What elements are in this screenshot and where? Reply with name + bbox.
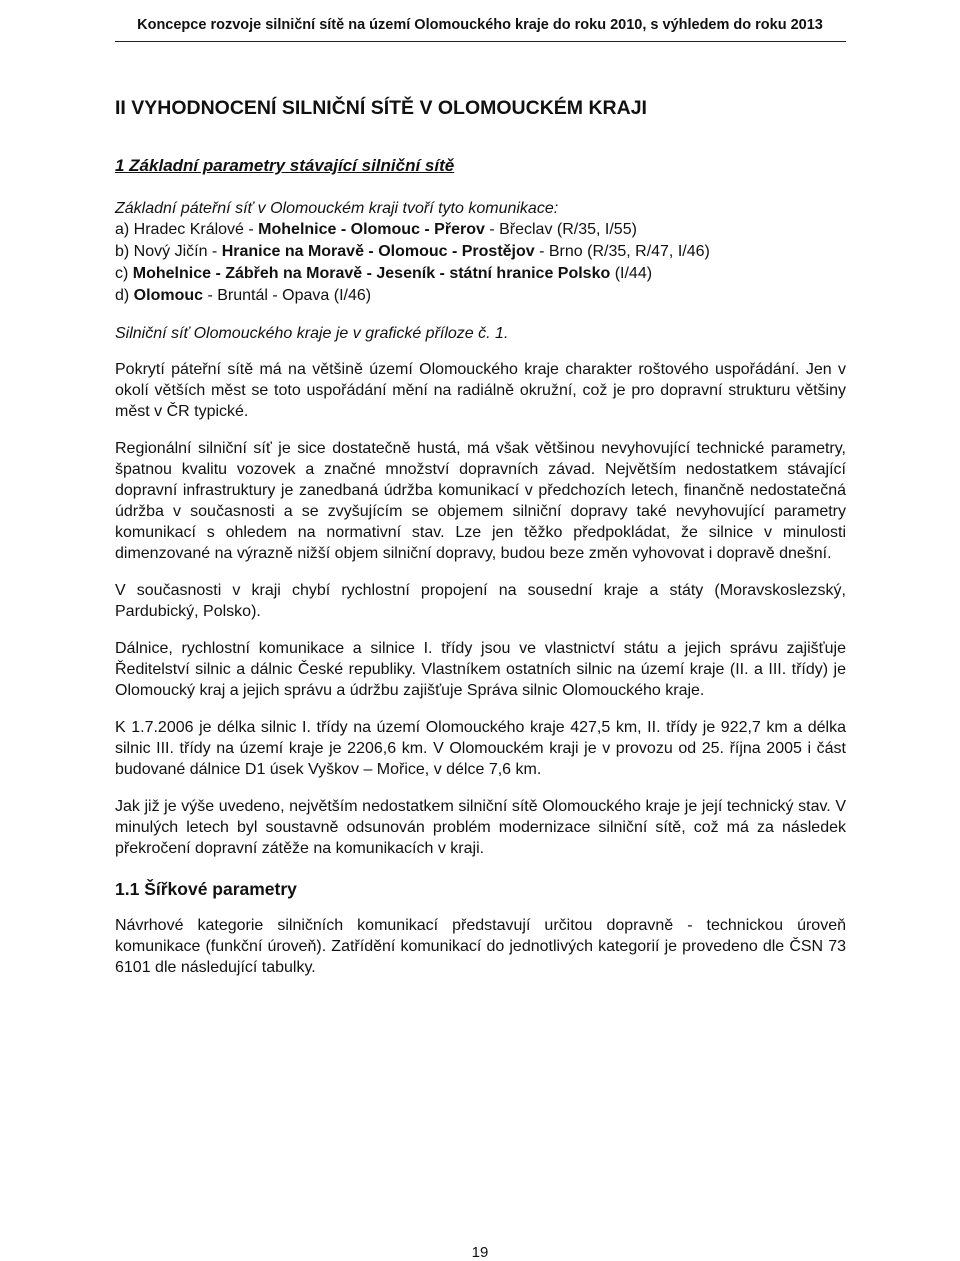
paragraph-missing-links: V současnosti v kraji chybí rychlostní propojení na sousední kraje a státy (Moravskoslezský, Pardubický, Polsko). — [115, 582, 846, 620]
header-divider — [115, 41, 846, 42]
route-item-a: a) Hradec Králové - Mohelnice - Olomouc - Přerov - Břeclav (R/35, I/55) — [115, 221, 637, 238]
page-number: 19 — [471, 1244, 489, 1261]
paragraph-ownership: Dálnice, rychlostní komunikace a silnice I. třídy jsou ve vlastnictví státu a jejich správu zajišťuje Ředitelství silnic a dálnic České republiky. Vlastníkem ostatních silnic na území kraje (II. a III. třídy) je Olomoucký kraj a jejich správu a údržbu zajišťuje Správa silnic Olomouckého kraje. — [115, 640, 846, 699]
document-body — [115, 94, 846, 978]
route-item-d: d) Olomouc - Bruntál - Opava (I/46) — [115, 287, 372, 304]
paragraph-categories: Návrhové kategorie silničních komunikací představují určitou dopravně - technickou úroveň komunikace (funkční úroveň). Zatřídění komunikací do jednotlivých kategorií je provedeno dle ČSN 73 6101 dle následující tabulky. — [115, 917, 846, 976]
running-header: Koncepce rozvoje silniční sítě na území Olomouckého kraje do roku 2010, s výhledem do roku 2013 — [137, 17, 823, 33]
paragraph-coverage: Pokrytí páteřní sítě má na většině území Olomouckého kraje charakter roštového uspořádání. Jen v okolí větších měst se toto uspořádání mění na radiálně okružní, což je pro dopravní strukturu většiny měst v ČR typické. — [115, 361, 846, 420]
attachment-note: Silniční síť Olomouckého kraje je v grafické příloze č. 1. — [115, 325, 509, 342]
route-item-b: b) Nový Jičín - Hranice na Moravě - Olomouc - Prostějov - Brno (R/35, R/47, I/46) — [115, 243, 710, 260]
route-list — [115, 219, 846, 307]
paragraph-lengths: K 1.7.2006 je délka silnic I. třídy na území Olomouckého kraje 427,5 km, II. třídy je 922,7 km a délka silnic III. třídy na území kraje je 2206,6 km. V Olomouckém kraji je v provozu od 25. října 2005 i část budované dálnice D1 úsek Vyškov – Mořice, v délce 7,6 km. — [115, 719, 846, 778]
section-title: 1 Základní parametry stávající silniční sítě — [115, 156, 455, 175]
chapter-title: II VYHODNOCENÍ SILNIČNÍ SÍTĚ V OLOMOUCKÉM KRAJI — [115, 97, 647, 119]
intro-text: Základní páteřní síť v Olomouckém kraji tvoří tyto komunikace: — [115, 200, 559, 217]
paragraph-regional-network: Regionální silniční síť je sice dostatečně hustá, má však většinou nevyhovující technické parametry, špatnou kvalitu vozovek a značné množství dopravních závad. Největším nedostatkem stávající dopravní infrastruktury je zanedbaná údržba komunikací v předchozích letech, finančně nedostatečná údržba v současnosti a se zvyšujícím se objemem silniční dopravy také nevyhovující parametry komunikací s ohledem na normativní stav. Lze jen těžko předpokládat, že silnice v minulosti dimenzované na výrazně nižší objem silniční dopravy, budou beze změn vyhovovat i dopravě dnešní. — [115, 440, 846, 562]
route-item-c: c) Mohelnice - Zábřeh na Moravě - Jeseník - státní hranice Polsko (I/44) — [115, 265, 653, 282]
subsection-title: 1.1 Šířkové parametry — [115, 879, 297, 899]
paragraph-technical-state: Jak již je výše uvedeno, největším nedostatkem silniční sítě Olomouckého kraje je její technický stav. V minulých letech byl soustavně odsunován problém modernizace silniční sítě, což má za následek překročení dopravní zátěže na komunikacích v kraji. — [115, 798, 846, 857]
